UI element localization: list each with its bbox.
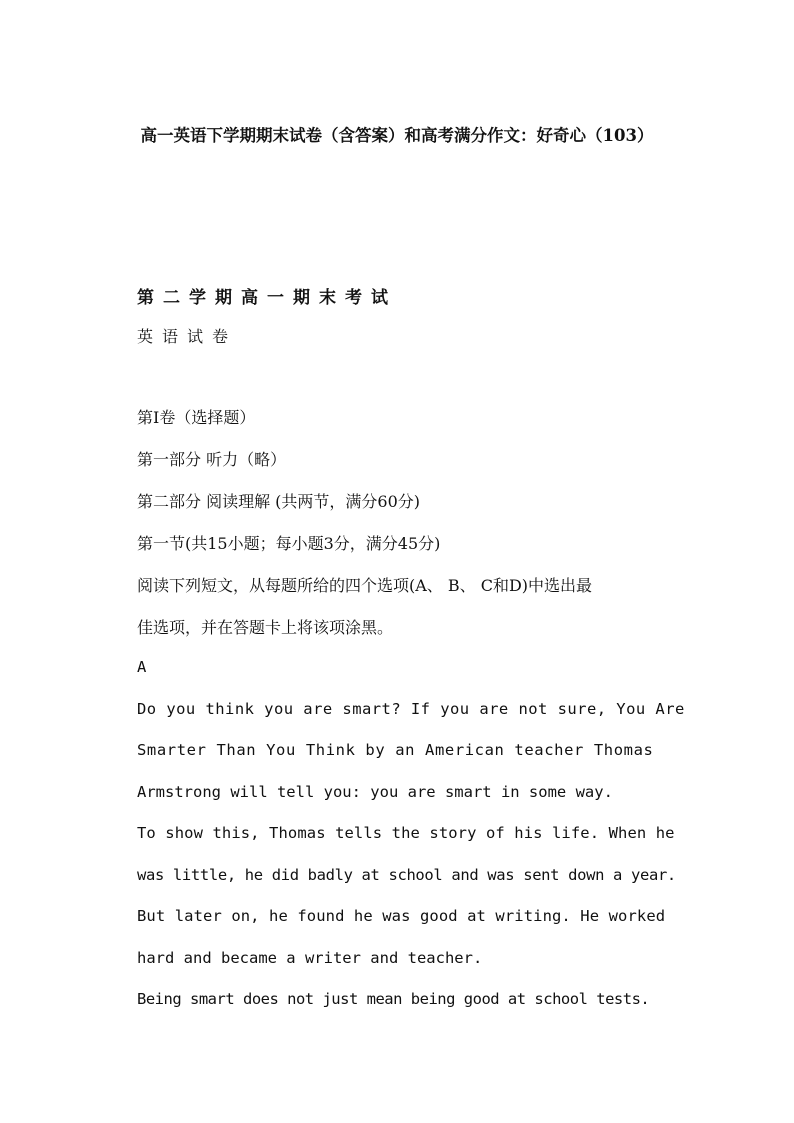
passage-line: was little, he did badly at school and was sent down a year. [137,866,676,884]
section-part-2-reading: 第二部分 阅读理解 (共两节，满分60分) [137,492,421,511]
passage-line: Do you think you are smart? If you are not sure, You Are [137,700,685,718]
exam-heading: 第二学期高一期末考试 [137,288,397,308]
section-subsection-1: 第一节(共15小题；每小题3分，满分45分) [137,534,441,553]
passage-line: To show this, Thomas tells the story of his life. When he [137,824,675,842]
paper-heading: 英语试卷 [137,327,238,346]
passage-line: Armstrong will tell you: you are smart in some way. [137,783,613,801]
passage-line: Smarter Than You Think by an American teacher Thomas [137,741,654,759]
section-volume-1: 第Ⅰ卷（选择题） [137,408,256,427]
passage-label: A [137,658,147,676]
passage-line: hard and became a writer and teacher. [137,949,483,967]
passage-line: But later on, he found he was good at writing. He worked [137,907,666,925]
passage-line: Being smart does not just mean being good at school tests. [137,990,650,1008]
document-title: 高一英语下学期期末试卷（含答案）和高考满分作文：好奇心（103） [140,126,654,145]
instructions-line-1: 阅读下列短文，从每题所给的四个选项(A、 B、 C和D)中选出最 [137,576,593,595]
section-part-1-listening: 第一部分 听力（略） [137,450,287,469]
instructions-line-2: 佳选项，并在答题卡上将该项涂黑。 [137,618,394,637]
